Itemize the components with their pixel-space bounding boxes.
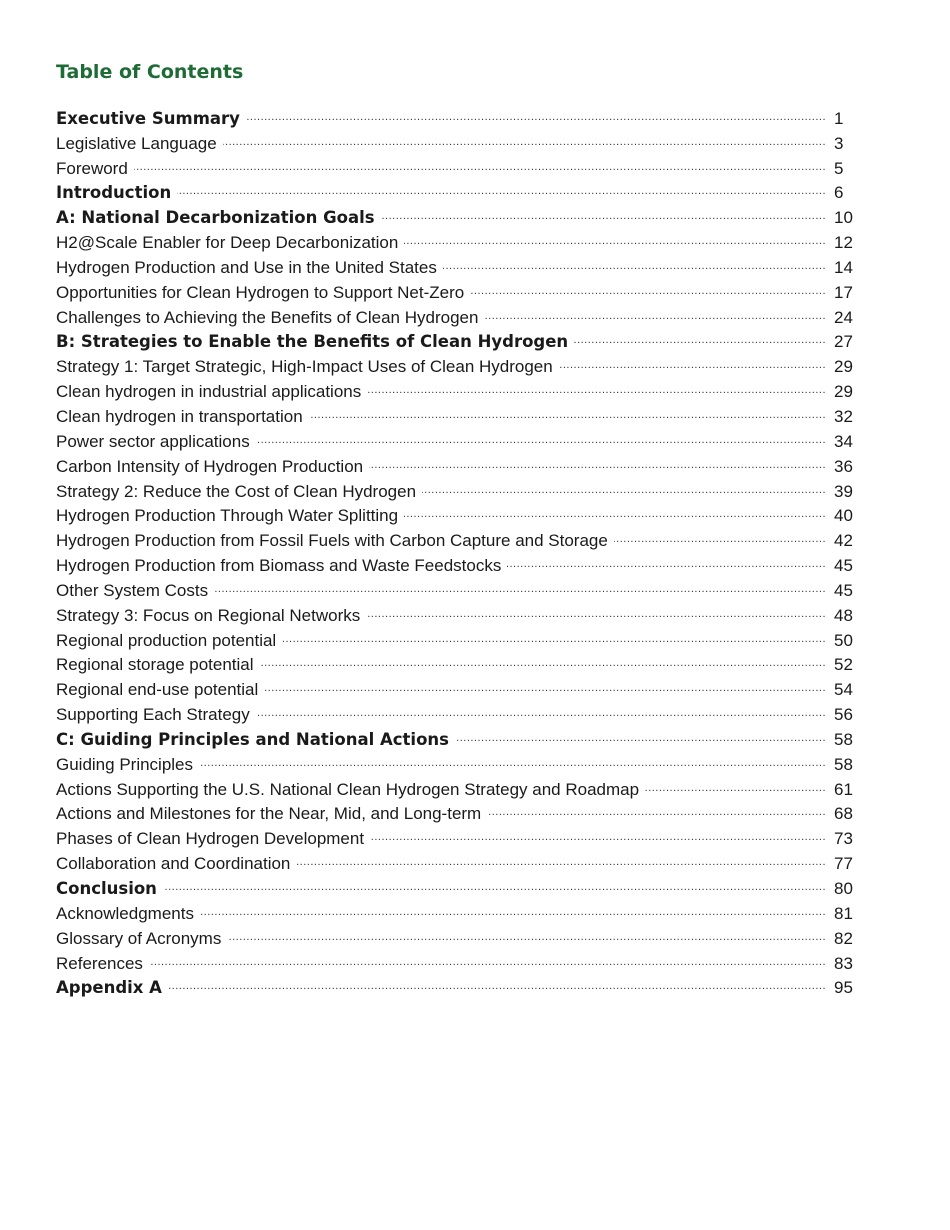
toc-entry-page-number: 82 — [834, 928, 853, 948]
toc-dot-leader — [149, 951, 826, 971]
toc-entry[interactable] — [56, 503, 864, 528]
toc-entry-page-number: 73 — [834, 829, 853, 849]
toc-entry-page-number: 58 — [834, 729, 853, 749]
toc-entry-label: B: Strategies to Enable the Benefits of Clean Hydrogen — [56, 332, 569, 352]
toc-dot-leader — [246, 106, 826, 126]
toc-entry-label: Actions Supporting the U.S. National Clean Hydrogen Strategy and Roadmap — [56, 779, 640, 799]
toc-entry-label: C: Guiding Principles and National Actions — [56, 729, 449, 749]
toc-entry-page-number: 29 — [834, 357, 853, 377]
toc-entry-label: Strategy 2: Reduce the Cost of Clean Hydrogen — [56, 481, 417, 501]
toc-entry-label: Clean hydrogen in industrial applications — [56, 382, 362, 402]
toc-dot-leader — [163, 876, 826, 896]
toc-entry-label: Introduction — [56, 183, 172, 203]
toc-dot-leader — [282, 628, 826, 648]
toc-entry[interactable] — [56, 229, 864, 254]
toc-dot-leader — [507, 553, 826, 573]
toc-entry-label: Actions and Milestones for the Near, Mid, and Long-term — [56, 804, 482, 824]
toc-entry-label: H2@Scale Enabler for Deep Decarbonization — [56, 233, 399, 253]
toc-entry-label: Appendix A — [56, 978, 162, 998]
toc-entry[interactable] — [56, 254, 864, 279]
toc-entry-page-number: 81 — [834, 903, 853, 923]
toc-dot-leader — [223, 131, 826, 151]
toc-dot-leader — [199, 752, 826, 772]
toc-dot-leader — [484, 305, 826, 325]
toc-entry-label: Regional production potential — [56, 630, 277, 650]
toc-entry[interactable] — [56, 304, 864, 329]
toc-dot-leader — [200, 901, 826, 921]
toc-entry[interactable] — [56, 776, 864, 801]
toc-entry[interactable] — [56, 801, 864, 826]
toc-entry-label: Hydrogen Production from Fossil Fuels with Carbon Capture and Storage — [56, 531, 608, 551]
toc-entry-page-number: 61 — [834, 779, 853, 799]
toc-dot-leader — [264, 677, 826, 697]
toc-entry[interactable] — [56, 527, 864, 552]
toc-entry[interactable] — [56, 353, 864, 378]
toc-entry-page-number: 48 — [834, 605, 853, 625]
toc-entry-label: Supporting Each Strategy — [56, 705, 250, 725]
toc-entry-page-number: 45 — [834, 580, 853, 600]
toc-entry-page-number: 58 — [834, 754, 853, 774]
toc-entry-page-number: 10 — [834, 208, 853, 228]
toc-entry[interactable] — [56, 975, 864, 1000]
toc-entry-page-number: 36 — [834, 456, 853, 476]
toc-entry[interactable] — [56, 552, 864, 577]
toc-entry[interactable] — [56, 850, 864, 875]
toc-dot-leader — [214, 578, 826, 598]
toc-entry-page-number: 5 — [834, 158, 844, 178]
toc-dot-leader — [381, 205, 826, 225]
toc-entry-page-number: 34 — [834, 431, 853, 451]
toc-dot-leader — [455, 727, 826, 747]
toc-entry-page-number: 95 — [834, 978, 853, 998]
toc-dot-leader — [227, 926, 826, 946]
toc-entry-label: Strategy 3: Focus on Regional Networks — [56, 605, 361, 625]
toc-entry-page-number: 24 — [834, 307, 853, 327]
toc-entry-label: Foreword — [56, 158, 128, 178]
toc-entry-page-number: 12 — [834, 233, 853, 253]
toc-entry-label: Clean hydrogen in transportation — [56, 406, 303, 426]
toc-entry[interactable] — [56, 627, 864, 652]
toc-dot-leader — [574, 329, 826, 349]
toc-entry-label: Guiding Principles — [56, 754, 194, 774]
toc-entry[interactable] — [56, 900, 864, 925]
toc-dot-leader — [367, 379, 826, 399]
toc-dot-leader — [168, 975, 826, 995]
toc-entry-label: Regional end-use potential — [56, 680, 259, 700]
toc-entry-page-number: 3 — [834, 133, 844, 153]
toc-entry-page-number: 32 — [834, 406, 853, 426]
toc-entry[interactable] — [56, 329, 864, 354]
toc-entry-page-number: 56 — [834, 705, 853, 725]
toc-entry-label: Hydrogen Production and Use in the United States — [56, 257, 437, 277]
toc-entry-label: Power sector applications — [56, 431, 250, 451]
toc-dot-leader — [404, 230, 826, 250]
toc-entry-label: Legislative Language — [56, 133, 217, 153]
toc-entry[interactable] — [56, 701, 864, 726]
toc-entry-page-number: 80 — [834, 879, 853, 898]
toc-entry-page-number: 6 — [834, 183, 844, 203]
toc-dot-leader — [614, 528, 826, 548]
toc-dot-leader — [559, 354, 826, 374]
toc-page — [56, 58, 864, 999]
toc-entry-page-number: 27 — [834, 332, 853, 352]
toc-entry-label: Executive Summary — [56, 108, 240, 128]
toc-dot-leader — [487, 801, 826, 821]
toc-entry-page-number: 42 — [834, 531, 853, 551]
toc-entry-page-number: 39 — [834, 481, 853, 501]
toc-dot-leader — [443, 255, 826, 275]
toc-entry[interactable] — [56, 925, 864, 950]
toc-entry[interactable] — [56, 478, 864, 503]
toc-entry[interactable] — [56, 950, 864, 975]
toc-entry[interactable] — [56, 726, 864, 751]
toc-title: Table of Contents — [56, 61, 244, 83]
toc-dot-leader — [309, 404, 826, 424]
toc-dot-leader — [645, 777, 826, 797]
toc-entry-label: Challenges to Achieving the Benefits of Clean Hydrogen — [56, 307, 479, 327]
toc-entry-label: Strategy 1: Target Strategic, High-Impact Uses of Clean Hydrogen — [56, 357, 553, 377]
toc-entry-label: Hydrogen Production Through Water Splitting — [56, 506, 399, 526]
toc-entry-page-number: 68 — [834, 804, 853, 824]
toc-entry-page-number: 29 — [834, 382, 853, 402]
toc-entry[interactable] — [56, 378, 864, 403]
toc-dot-leader — [470, 280, 826, 300]
toc-dot-leader — [366, 603, 826, 623]
toc-entry-page-number: 77 — [834, 854, 853, 874]
toc-entry[interactable] — [56, 453, 864, 478]
toc-entry-label: Regional storage potential — [56, 655, 254, 675]
toc-entry[interactable] — [56, 875, 864, 900]
toc-entry[interactable] — [56, 204, 864, 229]
toc-dot-leader — [260, 652, 826, 672]
toc-entry[interactable] — [56, 652, 864, 677]
toc-entry[interactable] — [56, 751, 864, 776]
toc-entry-label: Hydrogen Production from Biomass and Waste Feedstocks — [56, 556, 502, 576]
toc-entry[interactable] — [56, 428, 864, 453]
toc-entry[interactable] — [56, 105, 864, 130]
toc-dot-leader — [256, 702, 826, 722]
toc-dot-leader — [177, 180, 826, 200]
toc-dot-leader — [256, 429, 826, 449]
toc-dot-leader — [369, 454, 826, 474]
toc-entry-page-number: 40 — [834, 506, 853, 526]
toc-entry-page-number: 14 — [834, 257, 853, 277]
toc-entry[interactable] — [56, 825, 864, 850]
toc-entry-label: A: National Decarbonization Goals — [56, 208, 375, 228]
toc-entry-page-number: 1 — [834, 108, 844, 128]
toc-entry[interactable] — [56, 180, 864, 205]
toc-entry-label: Glossary of Acronyms — [56, 928, 222, 948]
toc-entry[interactable] — [56, 403, 864, 428]
toc-entry-label: Other System Costs — [56, 580, 209, 600]
toc-entry[interactable] — [56, 676, 864, 701]
toc-entry-page-number: 83 — [834, 953, 853, 973]
toc-entry[interactable] — [56, 155, 864, 180]
toc-entry[interactable] — [56, 602, 864, 627]
toc-entry-label: Carbon Intensity of Hydrogen Production — [56, 456, 364, 476]
toc-entry-label: Collaboration and Coordination — [56, 854, 291, 874]
toc-dot-leader — [134, 156, 826, 176]
toc-entry-page-number: 54 — [834, 680, 853, 700]
toc-dot-leader — [422, 479, 826, 499]
toc-entry-page-number: 50 — [834, 630, 853, 650]
toc-entry-page-number: 52 — [834, 655, 853, 675]
toc-entry-label: Conclusion — [56, 879, 157, 898]
toc-entry-page-number: 17 — [834, 282, 853, 302]
toc-dot-leader — [296, 851, 826, 871]
toc-entry[interactable] — [56, 577, 864, 602]
toc-entry-label: Phases of Clean Hydrogen Development — [56, 829, 365, 849]
toc-entry-page-number: 45 — [834, 556, 853, 576]
toc-entry-label: Opportunities for Clean Hydrogen to Support Net-Zero — [56, 282, 465, 302]
toc-entry-label: Acknowledgments — [56, 903, 194, 923]
toc-list — [56, 105, 864, 999]
toc-entry[interactable] — [56, 279, 864, 304]
toc-dot-leader — [370, 826, 826, 846]
toc-dot-leader — [404, 503, 826, 523]
toc-entry[interactable] — [56, 130, 864, 155]
toc-entry-label: References — [56, 953, 143, 973]
